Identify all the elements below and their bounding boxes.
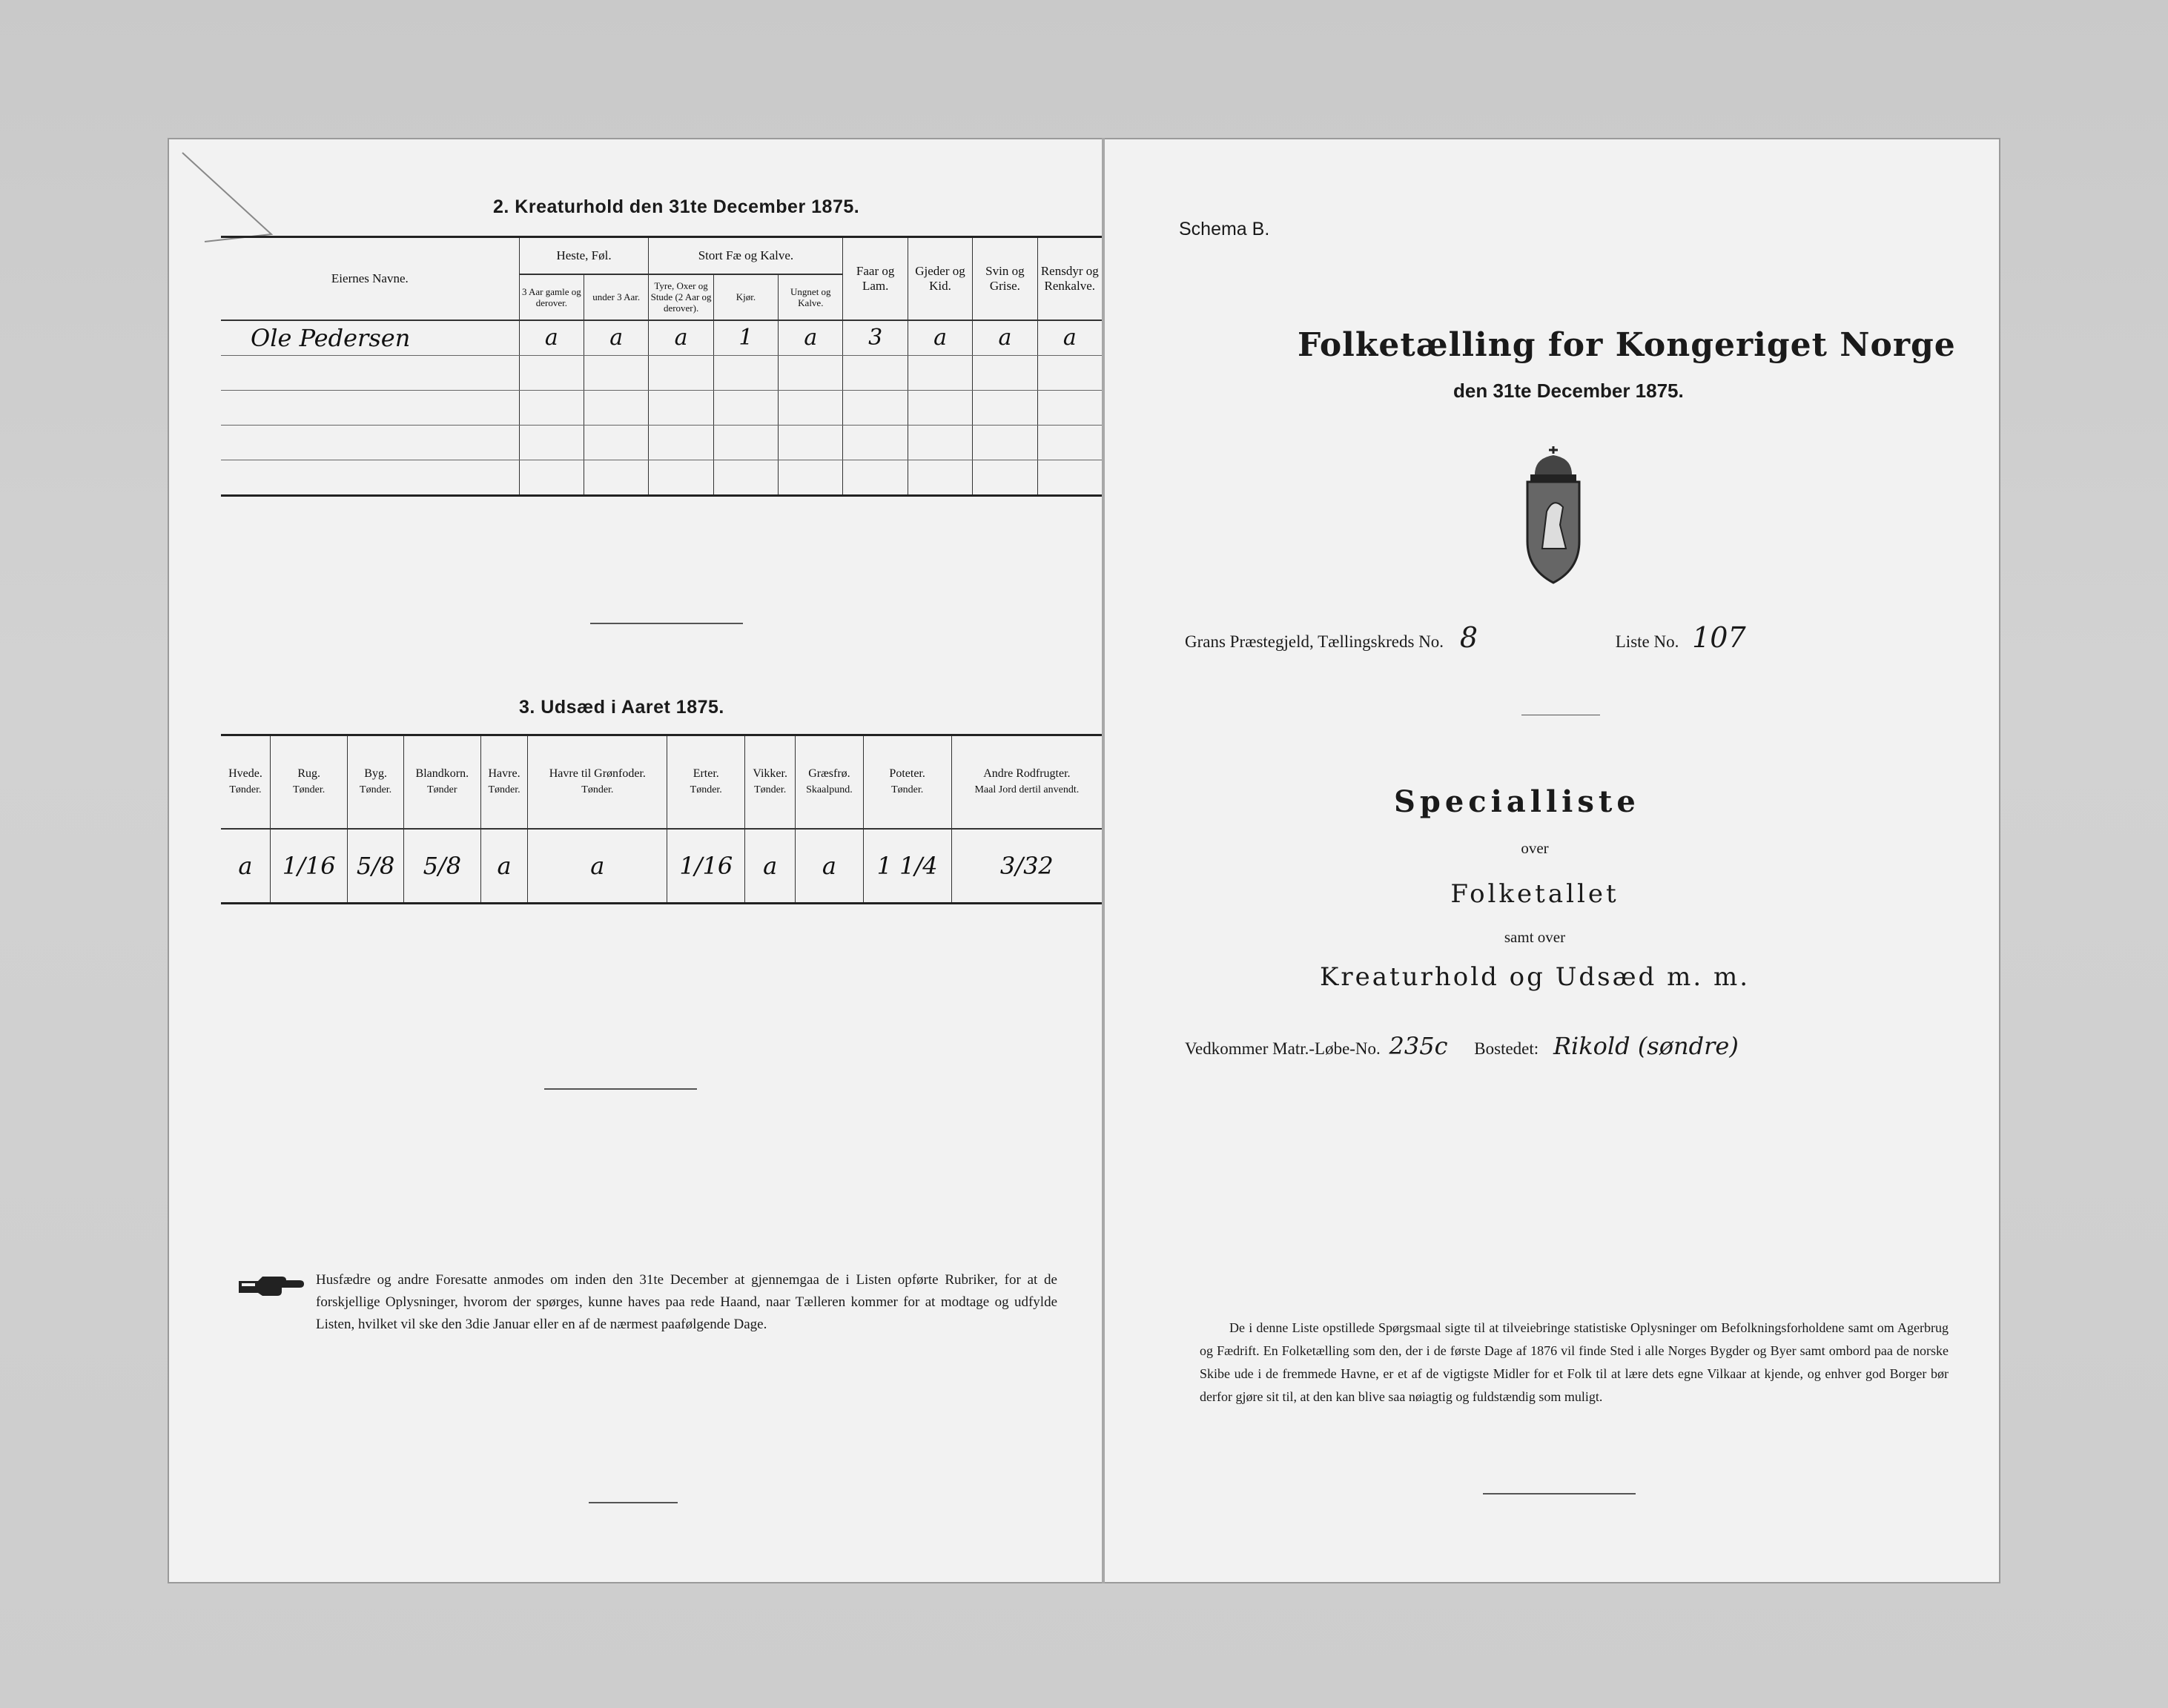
parish-label: Grans Præstegjeld, — [1185, 632, 1314, 651]
table-row — [221, 425, 1102, 460]
udsaed-col-unit: Tønder. — [581, 784, 614, 795]
udsaed-col-header — [863, 735, 951, 830]
heste-header: Heste, Føl. — [519, 237, 649, 274]
udsaed-value-cell: a — [480, 829, 527, 904]
kjor-header: Kjør. — [713, 274, 778, 320]
udsaed-title: 3. Udsæd i Aaret 1875. — [519, 697, 724, 718]
owner-header: Eiernes Navne. — [221, 237, 519, 320]
matr-label: Vedkommer Matr.-Løbe-No. — [1185, 1039, 1381, 1058]
udsaed-value-cell: 5/8 — [403, 829, 480, 904]
specialliste-title: Specialliste — [1394, 784, 1640, 819]
udsaed-col-name: Havre til Grønfoder. — [549, 767, 646, 780]
district-line — [1185, 621, 1971, 654]
udsaed-col-unit: Tønder. — [690, 784, 722, 795]
folded-corner — [168, 138, 294, 249]
folketallet-text: Folketallet — [1450, 879, 1619, 909]
divider-rule — [590, 623, 743, 624]
divider-rule — [544, 1088, 697, 1090]
udsaed-col-unit: Skaalpund. — [806, 784, 853, 795]
udsaed-col-header — [348, 735, 403, 830]
gjeder-cell: a — [908, 320, 972, 356]
udsaed-col-unit: Tønder. — [488, 784, 520, 795]
udsaed-col-unit: Tønder. — [754, 784, 787, 795]
divider-rule — [589, 1502, 678, 1503]
kjor-cell: 1 — [713, 320, 778, 356]
kreds-label: Tællingskreds No. — [1318, 632, 1444, 651]
udsaed-col-unit: Tønder. — [293, 784, 325, 795]
udsaed-value-cell: 1/16 — [667, 829, 745, 904]
heste-3aar-header: 3 Aar gamle og derover. — [519, 274, 584, 320]
udsaed-col-header — [796, 735, 863, 830]
udsaed-col-name: Blandkorn. — [415, 767, 469, 780]
udsaed-value-cell: a — [528, 829, 667, 904]
svin-header: Svin og Grise. — [973, 237, 1037, 320]
pointing-hand-icon — [237, 1272, 304, 1302]
rensdyr-cell: a — [1037, 320, 1102, 356]
heste-under-cell: a — [584, 320, 649, 356]
udsaed-value-cell: a — [221, 829, 270, 904]
udsaed-col-unit: Tønder. — [360, 784, 392, 795]
udsaed-col-header — [270, 735, 348, 830]
udsaed-col-header — [221, 735, 270, 830]
table-row — [221, 390, 1102, 425]
samt-over-text: samt over — [1504, 928, 1566, 946]
ungnet-header: Ungnet og Kalve. — [779, 274, 843, 320]
bosted-value: Rikold (søndre) — [1553, 1032, 1739, 1060]
owner-cell: Ole Pedersen — [221, 320, 519, 356]
rensdyr-header: Rensdyr og Renkalve. — [1037, 237, 1102, 320]
udsaed-col-name: Græsfrø. — [808, 767, 850, 780]
page-fold — [1102, 138, 1105, 1583]
udsaed-col-name: Hvede. — [228, 767, 262, 780]
udsaed-col-name: Havre. — [488, 767, 520, 780]
table-row — [221, 355, 1102, 390]
heste-under-header: under 3 Aar. — [584, 274, 649, 320]
udsaed-col-header — [403, 735, 480, 830]
kreatur-udsaed-text: Kreaturhold og Udsæd m. m. — [1319, 962, 1750, 992]
bosted-label: Bostedet: — [1474, 1039, 1539, 1058]
matr-line — [1185, 1032, 1971, 1060]
census-date: den 31te December 1875. — [1453, 380, 1684, 402]
udsaed-table — [221, 734, 1102, 904]
udsaed-col-name: Byg. — [364, 767, 387, 780]
kreaturhold-table — [221, 236, 1102, 497]
udsaed-col-unit: Tønder. — [891, 784, 924, 795]
kreds-value: 8 — [1459, 621, 1478, 654]
udsaed-col-name: Andre Rodfrugter. — [983, 767, 1071, 780]
tyre-cell: a — [649, 320, 713, 356]
liste-label: Liste No. — [1615, 632, 1679, 651]
stort-fae-header: Stort Fæ og Kalve. — [649, 237, 843, 274]
bleed-through-text — [222, 549, 274, 1512]
udsaed-col-name: Poteter. — [889, 767, 925, 780]
ungnet-cell: a — [779, 320, 843, 356]
table-row — [221, 320, 1102, 356]
schema-label: Schema B. — [1179, 219, 1270, 239]
udsaed-col-header — [951, 735, 1102, 830]
udsaed-value-cell: 3/32 — [951, 829, 1102, 904]
main-title: Folketælling for Kongeriget Norge — [1298, 326, 1956, 364]
tyre-header: Tyre, Oxer og Stude (2 Aar og derover). — [649, 274, 713, 320]
faar-header: Faar og Lam. — [843, 237, 908, 320]
udsaed-col-unit: Tønder. — [229, 784, 262, 795]
udsaed-col-header — [745, 735, 796, 830]
over-text: over — [1521, 839, 1549, 857]
udsaed-value-cell: 1/16 — [270, 829, 348, 904]
udsaed-col-header — [480, 735, 527, 830]
udsaed-col-name: Rug. — [297, 767, 320, 780]
svin-cell: a — [973, 320, 1037, 356]
footer-text: De i denne Liste opstillede Spørgsmaal sigte til at tilveiebringe statistiske Oplysninger om Befolkningsforholdene samt om Agerbrug og Fædrift. En Folketælling som den, der i de første Dage af 1876 vil finde Sted i alle Norges Bygder og Byer samt ombord paa de norske Skibe ude i de fremmede Havne, er et af de vigtigste Midler for et Folk til at lære dets egne Vilkaar at kjende, og enhver god Borger bør derfor gjøre sit til, at den kan blive saa nøiagtig og fuldstændig som muligt. — [1200, 1320, 1949, 1404]
udsaed-col-unit: Tønder — [427, 784, 457, 795]
liste-value: 107 — [1692, 621, 1746, 654]
table-row — [221, 460, 1102, 495]
udsaed-value-cell: a — [745, 829, 796, 904]
udsaed-col-name: Erter. — [693, 767, 719, 780]
table-row — [221, 829, 1102, 904]
notice-text: Husfædre og andre Foresatte anmodes om inden den 31te December at gjennemgaa de i Listen opførte Rubriker, for at de forskjellige Oplysninger, hvorom der spørges, kunne haves paa rede Haand, naar Tælleren kommer for at modtage og udfylde Listen, hvilket vil ske den 3die Januar eller en af de nærmest paafølgende Dage. — [316, 1272, 1057, 1332]
coat-of-arms-icon — [1520, 445, 1587, 586]
faar-cell: 3 — [843, 320, 908, 356]
udsaed-col-header — [528, 735, 667, 830]
udsaed-col-header — [667, 735, 745, 830]
matr-value: 235c — [1389, 1032, 1448, 1060]
udsaed-value-cell: a — [796, 829, 863, 904]
kreaturhold-title: 2. Kreaturhold den 31te December 1875. — [493, 196, 860, 217]
udsaed-value-cell: 1 1/4 — [863, 829, 951, 904]
udsaed-col-name: Vikker. — [753, 767, 787, 780]
udsaed-col-unit: Maal Jord dertil anvendt. — [974, 784, 1080, 795]
gjeder-header: Gjeder og Kid. — [908, 237, 972, 320]
heste-3aar-cell: a — [519, 320, 584, 356]
divider-rule — [1483, 1493, 1636, 1494]
udsaed-value-cell: 5/8 — [348, 829, 403, 904]
